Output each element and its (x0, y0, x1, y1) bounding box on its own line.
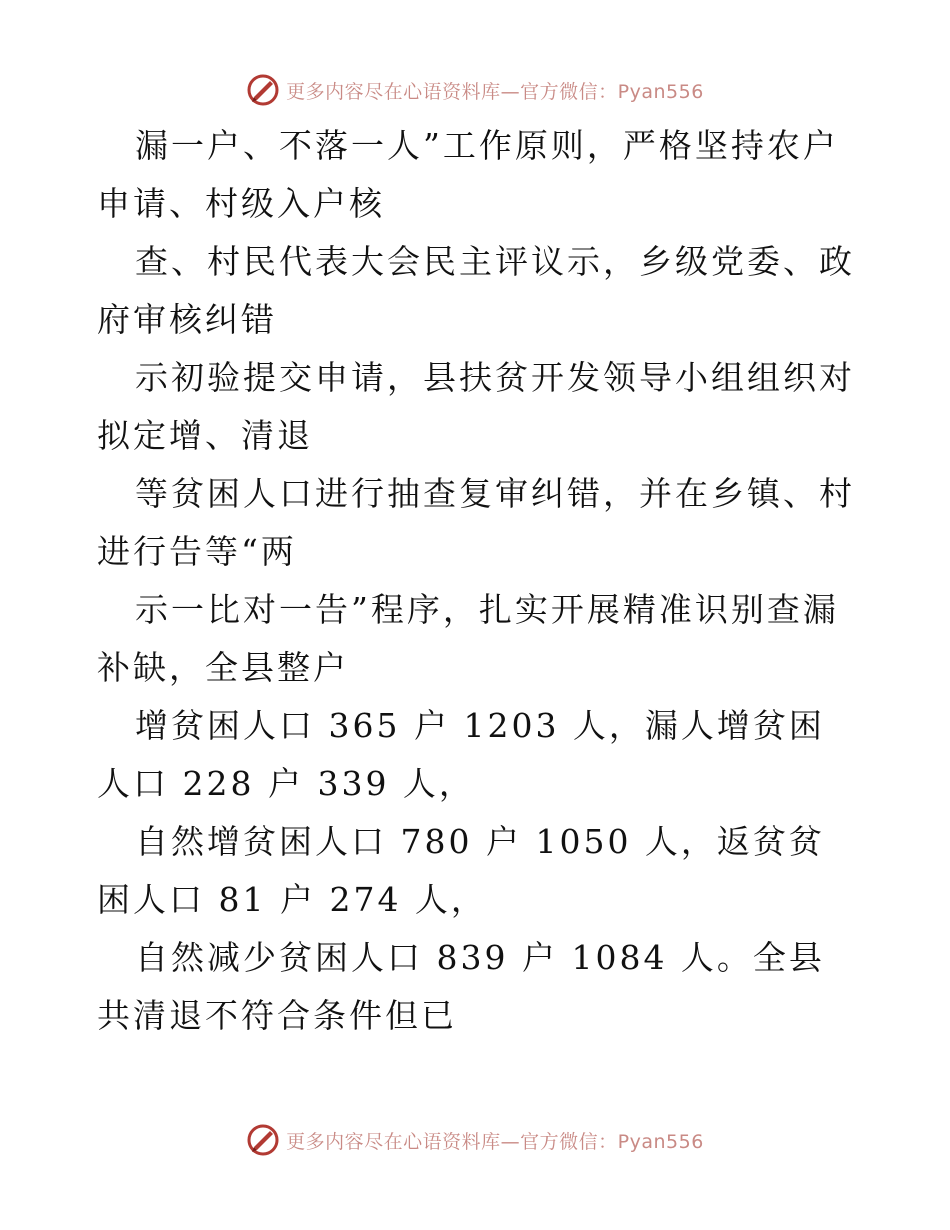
header-watermark (0, 70, 950, 110)
paragraph: 示初验提交申请，县扶贫开发领导小组组织对拟定增、清退 (97, 358, 855, 455)
paragraph: 自然减少贫困人口 839 户 1084 人。全县共清退不符合条件但已 (97, 938, 825, 1035)
paragraph: 示一比对一告”程序，扎实开展精准识别查漏补缺，全县整户 (97, 590, 839, 687)
footer-watermark (0, 1120, 950, 1160)
watermark-text: 更多内容尽在心语资料库—官方微信：Pyan556 (286, 1130, 704, 1153)
paragraph: 等贫困人口进行抽查复审纠错，并在乡镇、村进行告等“两 (97, 474, 855, 571)
paragraph: 查、村民代表大会民主评议示，乡级党委、政府审核纠错 (97, 242, 855, 339)
document-body (97, 117, 857, 1045)
paragraph: 自然增贫困人口 780 户 1050 人，返贫贫困人口 81 户 274 人， (97, 822, 825, 919)
paragraph: 漏一户、不落一人”工作原则，严格坚持农户申请、村级入户核 (97, 126, 839, 223)
watermark-text: 更多内容尽在心语资料库—官方微信：Pyan556 (286, 80, 704, 103)
paragraph: 增贫困人口 365 户 1203 人，漏人增贫困人口 228 户 339 人， (97, 706, 825, 803)
pen-logo-icon (246, 1123, 280, 1157)
pen-logo-icon (246, 73, 280, 107)
